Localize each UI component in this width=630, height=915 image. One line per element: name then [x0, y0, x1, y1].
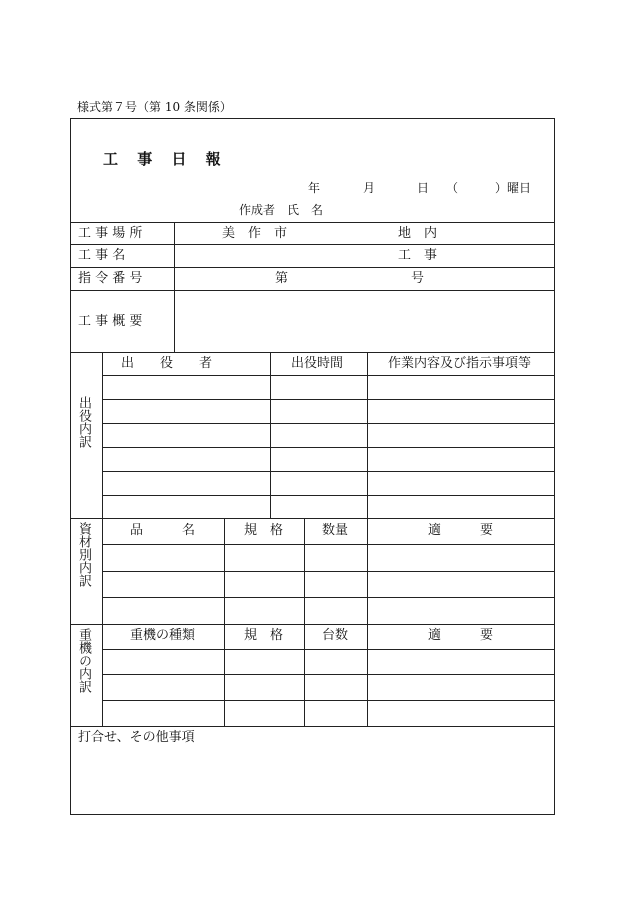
author-name-label: 作成者 氏 名 — [239, 203, 324, 217]
materials-section-label: 資材別内訳 — [76, 522, 91, 587]
date-year-label: 年 — [308, 181, 321, 195]
order-number-label: 指 令 番 号 — [78, 271, 143, 286]
col-machine-spec: 規 格 — [244, 628, 284, 643]
project-summary-label: 工 事 概 要 — [78, 314, 143, 329]
date-month-label: 月 — [363, 181, 376, 195]
order-number-prefix: 第 — [275, 271, 289, 286]
date-day-label: 日 — [417, 181, 430, 195]
col-quantity: 数量 — [322, 523, 349, 538]
form-number: 様式第７号（第 10 条関係） — [77, 100, 232, 114]
personnel-section-label: 出役内訳 — [76, 396, 91, 448]
col-item-name: 品 名 — [130, 523, 196, 538]
page-title: 工 事 日 報 — [103, 150, 228, 168]
order-number-suffix: 号 — [411, 271, 425, 286]
location-label: 工 事 場 所 — [78, 226, 143, 241]
notes-label: 打合せ、その他事項 — [78, 730, 195, 745]
machines-section-label: 重機の内訳 — [76, 628, 91, 693]
col-personnel: 出 役 者 — [121, 356, 213, 371]
project-name-suffix: 工 事 — [398, 248, 438, 263]
col-machine-type: 重機の種類 — [130, 628, 196, 643]
col-machine-count: 台数 — [322, 628, 349, 643]
date-paren-open: （ — [446, 181, 459, 195]
col-material-spec: 規 格 — [244, 523, 284, 538]
location-suffix: 地 内 — [398, 226, 438, 241]
col-work-time: 出役時間 — [291, 356, 344, 371]
project-name-label: 工 事 名 — [78, 248, 126, 263]
location-city: 美 作 市 — [222, 226, 288, 241]
date-weekday-label: ）曜日 — [495, 181, 532, 195]
col-work-details: 作業内容及び指示事項等 — [388, 356, 532, 371]
col-machine-note: 適 要 — [428, 628, 494, 643]
col-material-note: 適 要 — [428, 523, 494, 538]
